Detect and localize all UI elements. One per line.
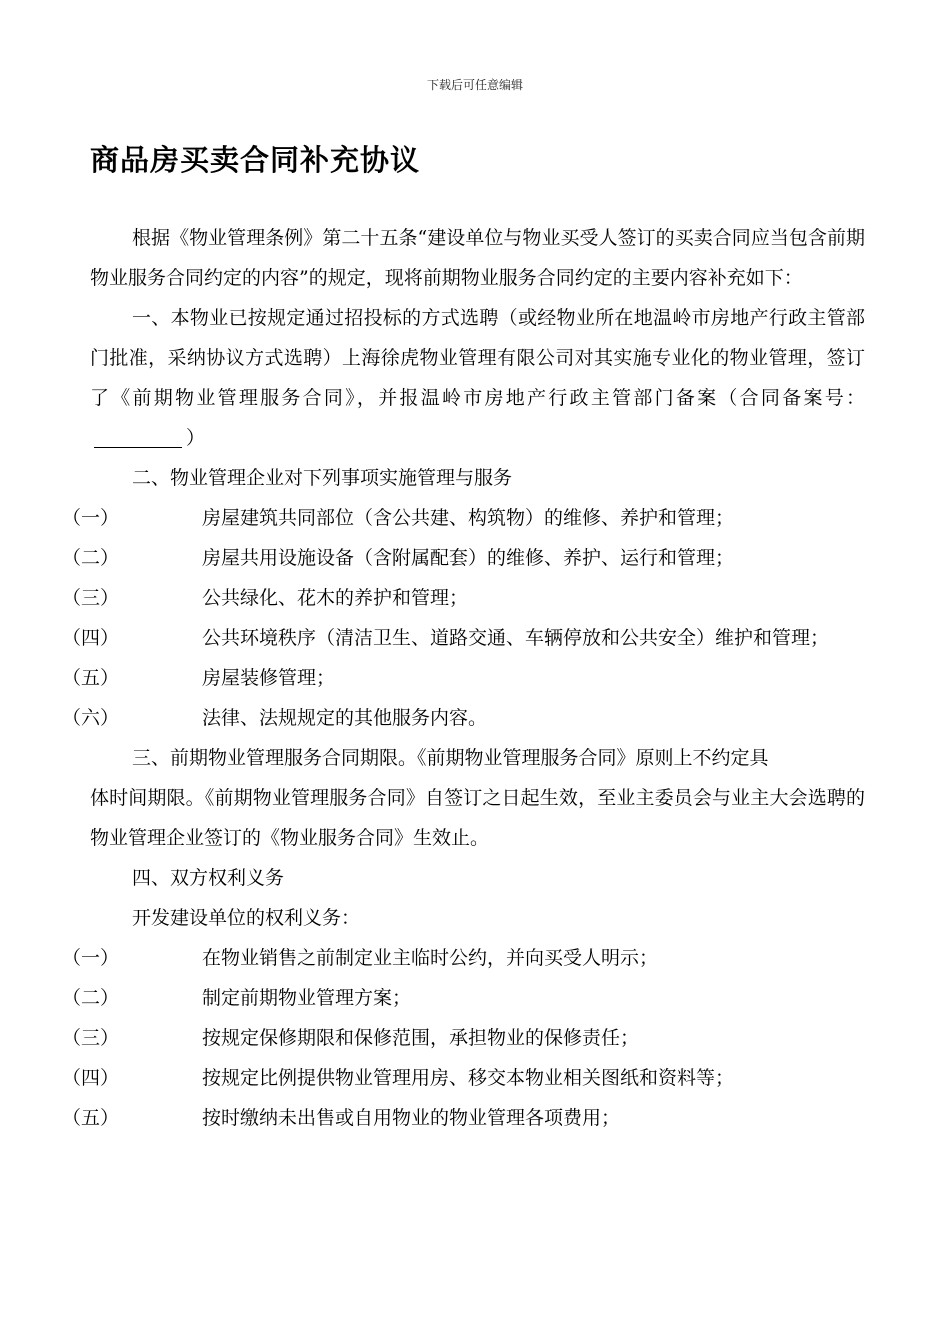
intro-paragraph: 根据《物业管理条例》第二十五条“建设单位与物业买受人签订的买卖合同应当包含前期物业服务合同约定的内容”的规定，现将前期物业服务合同约定的主要内容补充如下： (90, 227, 865, 289)
list-item (62, 618, 865, 658)
page-header: 下载后可任意编辑 (426, 78, 523, 92)
section-1-paragraph (90, 298, 865, 458)
list-item (62, 978, 865, 1018)
list-item (62, 938, 865, 978)
section-3-line-1: 三、前期物业管理服务合同期限。《前期物业管理服务合同》原则上不约定具 (132, 747, 769, 769)
item-text: 房屋建筑共同部位（含公共建、构筑物）的维修、养护和管理； (202, 507, 735, 529)
item-number: （四） (62, 1067, 120, 1089)
section-4-heading: 四、双方权利义务 (132, 867, 285, 889)
item-text: 制定前期物业管理方案； (202, 987, 412, 1009)
list-item (62, 1058, 865, 1098)
item-number: （五） (62, 667, 120, 689)
section-3-line-2: 体时间期限。《前期物业管理服务合同》自签订之日起生效，至业主委员会与业主大会选聘的物业管理企业签订的《物业服务合同》生效止。 (90, 787, 865, 849)
item-text: 公共环境秩序（清洁卫生、道路交通、车辆停放和公共安全）维护和管理； (202, 627, 830, 649)
item-text: 按规定比例提供物业管理用房、移交本物业相关图纸和资料等； (202, 1067, 735, 1089)
filing-number-blank (94, 425, 182, 448)
item-number: （六） (62, 707, 120, 729)
item-text: 房屋共用设施设备（含附属配套）的维修、养护、运行和管理； (202, 547, 735, 569)
list-item (62, 538, 865, 578)
list-item (62, 498, 865, 538)
item-text: 公共绿化、花木的养护和管理； (202, 587, 469, 609)
item-number: （三） (62, 1027, 120, 1049)
item-number: （二） (62, 987, 120, 1009)
item-text: 在物业销售之前制定业主临时公约，并向买受人明示； (202, 947, 659, 969)
section-2-heading: 二、物业管理企业对下列事项实施管理与服务 (132, 467, 513, 489)
item-text: 按规定保修期限和保修范围，承担物业的保修责任； (202, 1027, 640, 1049)
list-item (62, 658, 865, 698)
list-item (62, 1098, 865, 1138)
list-item (62, 1018, 865, 1058)
item-text: 房屋装修管理； (202, 667, 336, 689)
item-number: （五） (62, 1107, 120, 1129)
section-4-subheading: 开发建设单位的权利义务： (132, 907, 361, 929)
item-number: （一） (62, 507, 120, 529)
item-number: （二） (62, 547, 120, 569)
item-text: 法律、法规规定的其他服务内容。 (202, 707, 488, 729)
document-title: 商品房买卖合同补充协议 (90, 143, 421, 177)
section-1-text: 一、本物业已按规定通过招投标的方式选聘（或经物业所在地温岭市房地产行政主管部门批准，采纳协议方式选聘）上海徐虎物业管理有限公司对其实施专业化的物业管理，签订了《前期物业管理服务合同》，并报温岭市房地产行政主管部门备案（合同备案号： (90, 307, 865, 409)
document-body (62, 218, 865, 1138)
list-item (62, 578, 865, 618)
item-number: （四） (62, 627, 120, 649)
section-1-close: ） (186, 427, 206, 449)
item-number: （三） (62, 587, 120, 609)
item-number: （一） (62, 947, 120, 969)
list-item (62, 698, 865, 738)
item-text: 按时缴纳未出售或自用物业的物业管理各项费用； (202, 1107, 621, 1129)
